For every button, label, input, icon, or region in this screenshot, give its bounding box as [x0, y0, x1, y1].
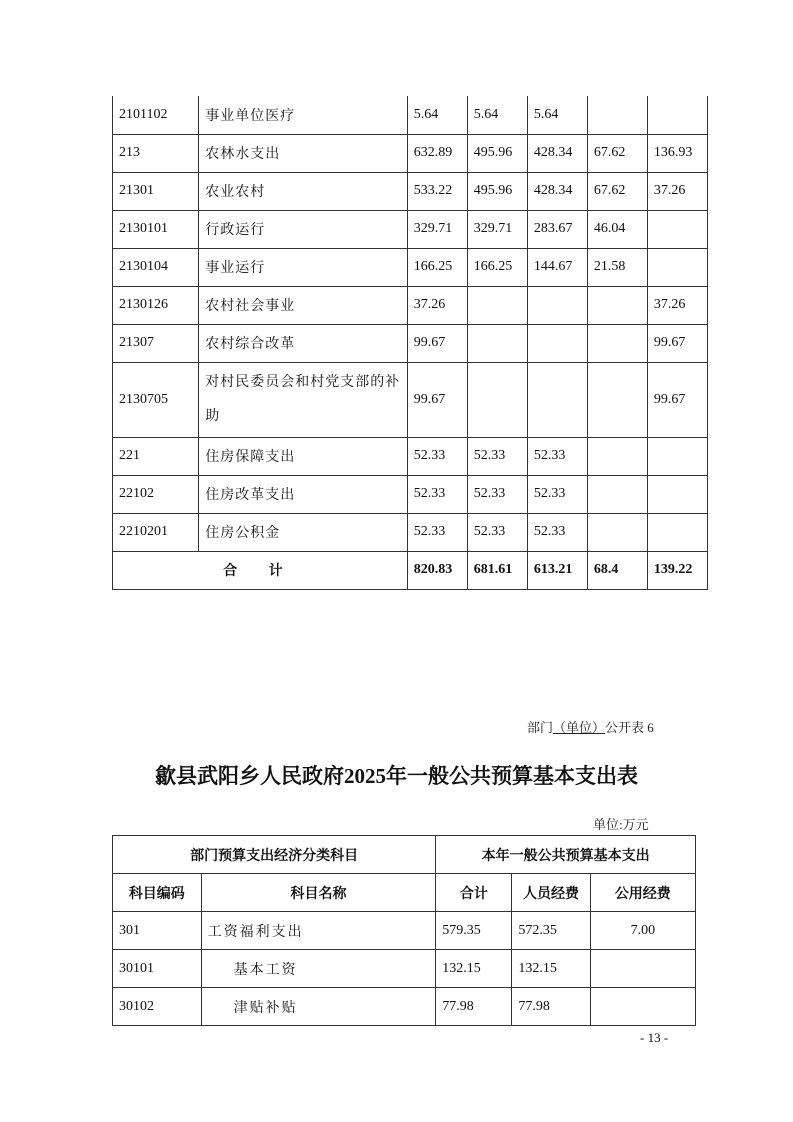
subject-code-cell: 2130126: [113, 286, 199, 324]
amount-cell: 21.58: [587, 248, 647, 286]
amount-cell: 52.33: [407, 475, 467, 513]
amount-cell: [587, 437, 647, 475]
subject-name-cell: 农村综合改革: [199, 324, 408, 362]
subject-code-cell: 2101102: [113, 96, 199, 134]
total-cell: 132.15: [436, 950, 512, 988]
amount-cell: 495.96: [467, 134, 527, 172]
subject-code-cell: 2130101: [113, 210, 199, 248]
amount-cell: 46.04: [587, 210, 647, 248]
subject-code-cell: 21301: [113, 172, 199, 210]
amount-cell: 52.33: [467, 437, 527, 475]
subject-code-cell: 30102: [113, 988, 202, 1026]
amount-cell: [527, 362, 587, 437]
budget-table-continued: [112, 96, 708, 590]
amount-cell: 67.62: [587, 134, 647, 172]
subject-name-cell: 津贴补贴: [201, 988, 436, 1026]
table-row: [113, 96, 708, 134]
amount-cell: 52.33: [407, 437, 467, 475]
subject-name-cell: 住房改革支出: [199, 475, 408, 513]
total-amount-cell: 613.21: [527, 551, 587, 589]
subject-code-cell: 221: [113, 437, 199, 475]
subject-name-cell: 工资福利支出: [201, 912, 436, 950]
total-row: [113, 551, 708, 589]
amount-cell: 37.26: [647, 286, 707, 324]
amount-cell: [647, 437, 707, 475]
amount-cell: 495.96: [467, 172, 527, 210]
public-cell: [590, 950, 695, 988]
amount-cell: 52.33: [467, 475, 527, 513]
amount-cell: 99.67: [647, 362, 707, 437]
subject-name-cell: 住房保障支出: [199, 437, 408, 475]
col-public-header: 公用经费: [590, 874, 695, 912]
amount-cell: 329.71: [467, 210, 527, 248]
subject-code-cell: 2210201: [113, 513, 199, 551]
col-personnel-header: 人员经费: [512, 874, 590, 912]
table-row: [113, 210, 708, 248]
table-row: [113, 362, 708, 437]
header-right: 本年一般公共预算基本支出: [436, 836, 696, 874]
subject-name-cell: 农村社会事业: [199, 286, 408, 324]
personnel-cell: 77.98: [512, 988, 590, 1026]
budget-table-body: [113, 96, 708, 589]
amount-cell: 37.26: [647, 172, 707, 210]
amount-cell: 136.93: [647, 134, 707, 172]
subject-name-cell: 行政运行: [199, 210, 408, 248]
subject-name-cell: 对村民委员会和村党支部的补助: [199, 362, 408, 437]
caption-prefix: 部门: [527, 720, 554, 735]
table-row: [113, 324, 708, 362]
amount-cell: [587, 475, 647, 513]
col-code-header: 科目编码: [113, 874, 202, 912]
page-number: - 13 -: [640, 1030, 669, 1045]
total-amount-cell: 68.4: [587, 551, 647, 589]
amount-cell: [467, 324, 527, 362]
amount-cell: [527, 324, 587, 362]
amount-cell: [467, 362, 527, 437]
table-row: [113, 134, 708, 172]
amount-cell: [647, 475, 707, 513]
table-header-row: [113, 836, 696, 874]
subject-code-cell: 2130705: [113, 362, 199, 437]
page-title: 歙县武阳乡人民政府2025年一般公共预算基本支出表: [155, 764, 638, 788]
amount-cell: [647, 96, 707, 134]
amount-cell: 37.26: [407, 286, 467, 324]
subject-name-cell: 住房公积金: [199, 513, 408, 551]
amount-cell: [587, 324, 647, 362]
table-row: [113, 988, 696, 1026]
amount-cell: [587, 286, 647, 324]
amount-cell: 99.67: [647, 324, 707, 362]
subject-code-cell: 213: [113, 134, 199, 172]
subject-name-cell: 基本工资: [201, 950, 436, 988]
amount-cell: 5.64: [467, 96, 527, 134]
total-amount-cell: 681.61: [467, 551, 527, 589]
amount-cell: 283.67: [527, 210, 587, 248]
basic-expenditure-table-body: [113, 836, 696, 1026]
total-amount-cell: 820.83: [407, 551, 467, 589]
public-cell: [590, 988, 695, 1026]
amount-cell: 5.64: [407, 96, 467, 134]
amount-cell: [587, 96, 647, 134]
caption-suffix: 公开表 6: [605, 720, 654, 735]
table-row: [113, 475, 708, 513]
personnel-cell: 572.35: [512, 912, 590, 950]
total-amount-cell: 139.22: [647, 551, 707, 589]
table-subheader-row: [113, 874, 696, 912]
total-label: 合 计: [113, 551, 408, 589]
subject-code-cell: 22102: [113, 475, 199, 513]
amount-cell: [647, 248, 707, 286]
amount-cell: 67.62: [587, 172, 647, 210]
table-row: [113, 513, 708, 551]
table-row: [113, 912, 696, 950]
caption-unit-word: （单位）: [553, 720, 606, 735]
subject-name-cell: 农林水支出: [199, 134, 408, 172]
amount-cell: 533.22: [407, 172, 467, 210]
amount-cell: 428.34: [527, 172, 587, 210]
table-row: [113, 950, 696, 988]
total-cell: 77.98: [436, 988, 512, 1026]
col-total-header: 合计: [436, 874, 512, 912]
subject-code-cell: 21307: [113, 324, 199, 362]
col-name-header: 科目名称: [201, 874, 436, 912]
personnel-cell: 132.15: [512, 950, 590, 988]
table-row: [113, 286, 708, 324]
amount-cell: [647, 513, 707, 551]
basic-expenditure-table: [112, 835, 696, 1026]
amount-cell: 52.33: [527, 513, 587, 551]
amount-cell: 52.33: [527, 475, 587, 513]
amount-cell: 144.67: [527, 248, 587, 286]
amount-cell: 632.89: [407, 134, 467, 172]
amount-cell: 166.25: [467, 248, 527, 286]
subject-code-cell: 301: [113, 912, 202, 950]
amount-cell: 99.67: [407, 324, 467, 362]
amount-cell: 52.33: [527, 437, 587, 475]
table-row: [113, 437, 708, 475]
total-cell: 579.35: [436, 912, 512, 950]
amount-cell: 99.67: [407, 362, 467, 437]
subject-name-cell: 事业单位医疗: [199, 96, 408, 134]
subject-name-cell: 事业运行: [199, 248, 408, 286]
table-row: [113, 248, 708, 286]
subject-code-cell: 30101: [113, 950, 202, 988]
amount-cell: 5.64: [527, 96, 587, 134]
amount-cell: [467, 286, 527, 324]
unit-label: 单位:万元: [593, 817, 649, 832]
amount-cell: [587, 362, 647, 437]
public-cell: 7.00: [590, 912, 695, 950]
amount-cell: 166.25: [407, 248, 467, 286]
subject-code-cell: 2130104: [113, 248, 199, 286]
amount-cell: 428.34: [527, 134, 587, 172]
amount-cell: 52.33: [407, 513, 467, 551]
amount-cell: [647, 210, 707, 248]
amount-cell: [587, 513, 647, 551]
amount-cell: 329.71: [407, 210, 467, 248]
table-row: [113, 172, 708, 210]
header-left: 部门预算支出经济分类科目: [113, 836, 436, 874]
table-caption: [527, 717, 654, 736]
amount-cell: 52.33: [467, 513, 527, 551]
amount-cell: [527, 286, 587, 324]
subject-name-cell: 农业农村: [199, 172, 408, 210]
